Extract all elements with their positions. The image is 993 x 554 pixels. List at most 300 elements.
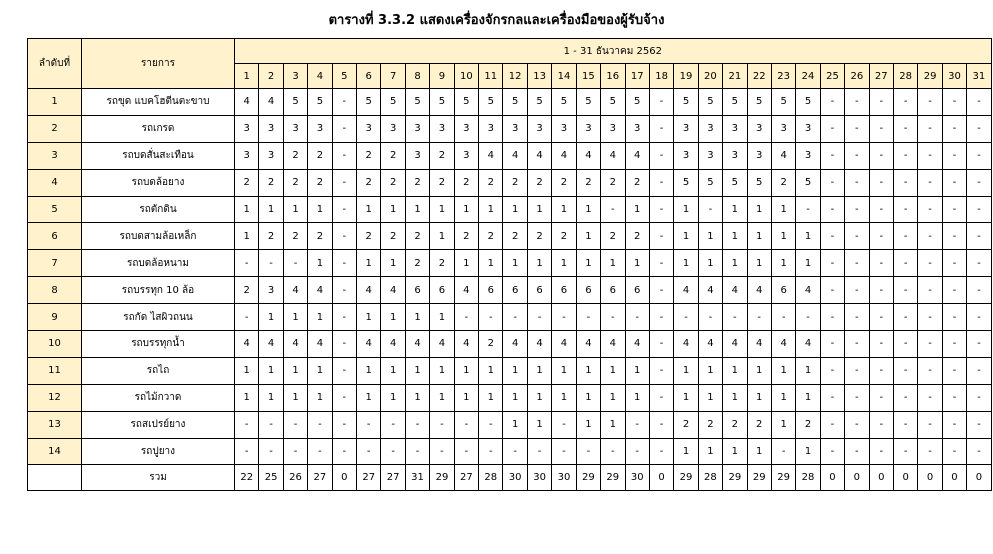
day-value-cell: 6 — [552, 277, 576, 304]
day-value-cell: - — [576, 304, 600, 331]
day-value-cell: 1 — [552, 196, 576, 223]
header-day: 13 — [527, 64, 551, 89]
day-value-cell: - — [967, 331, 991, 358]
day-value-cell: 5 — [796, 169, 820, 196]
day-value-cell: 2 — [235, 169, 259, 196]
day-value-cell: 2 — [479, 331, 503, 358]
total-value-cell: 0 — [893, 465, 917, 491]
day-value-cell: 1 — [527, 196, 551, 223]
total-value-cell: 0 — [942, 465, 966, 491]
day-value-cell: - — [552, 304, 576, 331]
day-value-cell: - — [845, 142, 869, 169]
day-value-cell: - — [942, 384, 966, 411]
day-value-cell: 4 — [259, 89, 283, 116]
day-value-cell: - — [259, 438, 283, 465]
day-value-cell: 4 — [796, 277, 820, 304]
day-value-cell: 4 — [527, 142, 551, 169]
day-value-cell: 1 — [527, 250, 551, 277]
day-value-cell: 3 — [796, 142, 820, 169]
row-number: 1 — [28, 89, 82, 116]
day-value-cell: - — [552, 438, 576, 465]
day-value-cell: 1 — [698, 223, 722, 250]
total-value-cell: 27 — [454, 465, 478, 491]
day-value-cell: - — [479, 411, 503, 438]
day-value-cell: 2 — [771, 169, 795, 196]
day-value-cell: - — [723, 304, 747, 331]
total-value-cell: 30 — [527, 465, 551, 491]
day-value-cell: 1 — [796, 357, 820, 384]
day-value-cell: 1 — [381, 384, 405, 411]
day-value-cell: 1 — [576, 250, 600, 277]
day-value-cell: 4 — [454, 277, 478, 304]
day-value-cell: 2 — [430, 142, 454, 169]
day-value-cell: 1 — [235, 384, 259, 411]
day-value-cell: - — [820, 196, 844, 223]
day-value-cell: 3 — [479, 115, 503, 142]
header-day: 9 — [430, 64, 454, 89]
day-value-cell: - — [967, 169, 991, 196]
day-value-cell: 1 — [771, 357, 795, 384]
day-value-cell: 2 — [479, 169, 503, 196]
day-value-cell: 1 — [723, 384, 747, 411]
row-item-name: รถกัด ไสผิวถนน — [82, 304, 235, 331]
day-value-cell: - — [820, 223, 844, 250]
day-value-cell: - — [235, 250, 259, 277]
day-value-cell: 4 — [454, 331, 478, 358]
day-value-cell: - — [869, 331, 893, 358]
total-value-cell: 26 — [283, 465, 307, 491]
day-value-cell: 1 — [503, 250, 527, 277]
day-value-cell: 5 — [454, 89, 478, 116]
day-value-cell: - — [893, 384, 917, 411]
day-value-cell: 1 — [674, 250, 698, 277]
day-value-cell: - — [845, 89, 869, 116]
day-value-cell: 1 — [357, 196, 381, 223]
day-value-cell: 1 — [625, 196, 649, 223]
row-number: 4 — [28, 169, 82, 196]
day-value-cell: 2 — [283, 142, 307, 169]
day-value-cell: 1 — [381, 304, 405, 331]
day-value-cell: - — [625, 304, 649, 331]
day-value-cell: 4 — [576, 142, 600, 169]
day-value-cell: - — [918, 250, 942, 277]
day-value-cell: - — [967, 115, 991, 142]
day-value-cell: 2 — [405, 250, 429, 277]
table-row — [28, 411, 992, 438]
day-value-cell: 1 — [503, 357, 527, 384]
day-value-cell: 3 — [698, 142, 722, 169]
day-value-cell: 1 — [357, 304, 381, 331]
day-value-cell: 2 — [552, 169, 576, 196]
day-value-cell: - — [942, 357, 966, 384]
day-value-cell: - — [283, 250, 307, 277]
day-value-cell: 1 — [527, 411, 551, 438]
day-value-cell: 1 — [747, 250, 771, 277]
day-value-cell: 1 — [454, 250, 478, 277]
header-day: 18 — [649, 64, 673, 89]
day-value-cell: 1 — [747, 223, 771, 250]
day-value-cell: - — [820, 357, 844, 384]
day-value-cell: 1 — [576, 357, 600, 384]
day-value-cell: - — [601, 438, 625, 465]
day-value-cell: 2 — [283, 223, 307, 250]
day-value-cell: 4 — [723, 331, 747, 358]
day-value-cell: 2 — [454, 223, 478, 250]
day-value-cell: - — [967, 250, 991, 277]
day-value-cell: - — [869, 411, 893, 438]
day-value-cell: 4 — [771, 142, 795, 169]
day-value-cell: - — [967, 438, 991, 465]
day-value-cell: 5 — [796, 89, 820, 116]
header-day: 2 — [259, 64, 283, 89]
day-value-cell: - — [845, 169, 869, 196]
day-value-cell: 5 — [381, 89, 405, 116]
day-value-cell: - — [796, 304, 820, 331]
day-value-cell: - — [771, 304, 795, 331]
header-day: 8 — [405, 64, 429, 89]
header-period: 1 - 31 ธันวาคม 2562 — [235, 39, 992, 64]
day-value-cell: 1 — [527, 384, 551, 411]
day-value-cell: 4 — [405, 331, 429, 358]
table-row — [28, 304, 992, 331]
total-value-cell: 28 — [796, 465, 820, 491]
day-value-cell: 2 — [381, 223, 405, 250]
day-value-cell: 1 — [576, 384, 600, 411]
row-number: 6 — [28, 223, 82, 250]
row-number: 9 — [28, 304, 82, 331]
day-value-cell: 1 — [357, 357, 381, 384]
day-value-cell: 1 — [771, 223, 795, 250]
row-number: 14 — [28, 438, 82, 465]
header-day: 20 — [698, 64, 722, 89]
day-value-cell: 3 — [283, 115, 307, 142]
day-value-cell: 6 — [625, 277, 649, 304]
day-value-cell: - — [235, 304, 259, 331]
day-value-cell: 4 — [723, 277, 747, 304]
day-value-cell: 2 — [552, 223, 576, 250]
day-value-cell: - — [357, 411, 381, 438]
table-row — [28, 142, 992, 169]
row-item-name: รถปูยาง — [82, 438, 235, 465]
equipment-table — [27, 38, 992, 491]
day-value-cell: 6 — [576, 277, 600, 304]
day-value-cell: - — [649, 115, 673, 142]
table-row — [28, 196, 992, 223]
day-value-cell: - — [942, 115, 966, 142]
day-value-cell: - — [967, 357, 991, 384]
day-value-cell: 2 — [381, 142, 405, 169]
day-value-cell: - — [820, 384, 844, 411]
day-value-cell: 1 — [503, 384, 527, 411]
day-value-cell: 5 — [405, 89, 429, 116]
day-value-cell: 4 — [381, 277, 405, 304]
day-value-cell: 2 — [308, 223, 332, 250]
day-value-cell: 3 — [771, 115, 795, 142]
day-value-cell: 1 — [698, 438, 722, 465]
header-day: 28 — [893, 64, 917, 89]
day-value-cell: - — [918, 411, 942, 438]
day-value-cell: - — [357, 438, 381, 465]
day-value-cell: - — [942, 277, 966, 304]
day-value-cell: 5 — [674, 169, 698, 196]
day-value-cell: - — [332, 438, 356, 465]
day-value-cell: 1 — [698, 250, 722, 277]
total-value-cell: 27 — [357, 465, 381, 491]
day-value-cell: 1 — [601, 357, 625, 384]
header-day: 16 — [601, 64, 625, 89]
total-value-cell: 22 — [235, 465, 259, 491]
day-value-cell: 3 — [527, 115, 551, 142]
day-value-cell: - — [283, 411, 307, 438]
day-value-cell: 6 — [479, 277, 503, 304]
day-value-cell: - — [869, 277, 893, 304]
day-value-cell: - — [918, 357, 942, 384]
day-value-cell: 4 — [357, 331, 381, 358]
day-value-cell: - — [649, 438, 673, 465]
day-value-cell: - — [820, 277, 844, 304]
total-value-cell: 29 — [430, 465, 454, 491]
total-value-cell: 29 — [747, 465, 771, 491]
day-value-cell: 4 — [503, 331, 527, 358]
day-value-cell: 1 — [576, 223, 600, 250]
day-value-cell: - — [527, 304, 551, 331]
day-value-cell: 3 — [601, 115, 625, 142]
day-value-cell: - — [918, 142, 942, 169]
day-value-cell: 1 — [723, 250, 747, 277]
day-value-cell: 3 — [625, 115, 649, 142]
day-value-cell: - — [893, 196, 917, 223]
day-value-cell: 3 — [430, 115, 454, 142]
day-value-cell: 4 — [674, 331, 698, 358]
row-item-name: รถบรรทุก 10 ล้อ — [82, 277, 235, 304]
day-value-cell: 2 — [503, 169, 527, 196]
row-item-name: รถไถ — [82, 357, 235, 384]
day-value-cell: - — [942, 223, 966, 250]
day-value-cell: 4 — [357, 277, 381, 304]
day-value-cell: - — [601, 196, 625, 223]
day-value-cell: 3 — [674, 115, 698, 142]
day-value-cell: - — [869, 250, 893, 277]
day-value-cell: - — [698, 196, 722, 223]
day-value-cell: 6 — [503, 277, 527, 304]
day-value-cell: 5 — [674, 89, 698, 116]
day-value-cell: 1 — [430, 196, 454, 223]
day-value-cell: - — [649, 277, 673, 304]
day-value-cell: 4 — [625, 142, 649, 169]
day-value-cell: - — [649, 411, 673, 438]
day-value-cell: - — [845, 277, 869, 304]
day-value-cell: 4 — [698, 277, 722, 304]
day-value-cell: 3 — [235, 115, 259, 142]
day-value-cell: 2 — [381, 169, 405, 196]
day-value-cell: 1 — [308, 196, 332, 223]
day-value-cell: - — [820, 411, 844, 438]
day-value-cell: 2 — [625, 223, 649, 250]
day-value-cell: - — [845, 331, 869, 358]
day-value-cell: 1 — [601, 384, 625, 411]
day-value-cell: 2 — [796, 411, 820, 438]
header-day: 22 — [747, 64, 771, 89]
day-value-cell: 2 — [430, 250, 454, 277]
day-value-cell: - — [893, 277, 917, 304]
header-day: 31 — [967, 64, 991, 89]
day-value-cell: - — [649, 196, 673, 223]
day-value-cell: - — [454, 411, 478, 438]
day-value-cell: 1 — [674, 196, 698, 223]
header-day: 1 — [235, 64, 259, 89]
header-day: 27 — [869, 64, 893, 89]
day-value-cell: 4 — [283, 277, 307, 304]
day-value-cell: - — [869, 384, 893, 411]
day-value-cell: - — [918, 304, 942, 331]
day-value-cell: - — [893, 357, 917, 384]
table-row — [28, 89, 992, 116]
day-value-cell: 1 — [698, 384, 722, 411]
total-value-cell: 31 — [405, 465, 429, 491]
day-value-cell: 2 — [503, 223, 527, 250]
day-value-cell: 4 — [747, 277, 771, 304]
day-value-cell: - — [649, 331, 673, 358]
day-value-cell: - — [283, 438, 307, 465]
day-value-cell: 3 — [796, 115, 820, 142]
day-value-cell: 4 — [796, 331, 820, 358]
total-value-cell: 0 — [845, 465, 869, 491]
day-value-cell: - — [479, 304, 503, 331]
day-value-cell: - — [649, 169, 673, 196]
day-value-cell: 1 — [771, 384, 795, 411]
total-value-cell: 28 — [698, 465, 722, 491]
total-value-cell: 27 — [381, 465, 405, 491]
row-item-name: รถบดล้อหนาม — [82, 250, 235, 277]
row-number: 13 — [28, 411, 82, 438]
day-value-cell: - — [405, 438, 429, 465]
day-value-cell: 4 — [674, 277, 698, 304]
day-value-cell: 3 — [674, 142, 698, 169]
day-value-cell: 4 — [771, 331, 795, 358]
day-value-cell: - — [332, 89, 356, 116]
day-value-cell: - — [967, 196, 991, 223]
day-value-cell: 2 — [405, 223, 429, 250]
table-row — [28, 115, 992, 142]
day-value-cell: 2 — [698, 411, 722, 438]
day-value-cell: - — [576, 438, 600, 465]
day-value-cell: - — [332, 115, 356, 142]
day-value-cell: - — [918, 223, 942, 250]
day-value-cell: - — [503, 438, 527, 465]
day-value-cell: 1 — [430, 223, 454, 250]
day-value-cell: 2 — [601, 223, 625, 250]
row-number: 11 — [28, 357, 82, 384]
day-value-cell: 5 — [357, 89, 381, 116]
day-value-cell: 5 — [747, 169, 771, 196]
header-day: 4 — [308, 64, 332, 89]
day-value-cell: 1 — [503, 196, 527, 223]
day-value-cell: - — [332, 277, 356, 304]
day-value-cell: 2 — [723, 411, 747, 438]
day-value-cell: 4 — [479, 142, 503, 169]
header-day: 12 — [503, 64, 527, 89]
table-row — [28, 169, 992, 196]
day-value-cell: 1 — [454, 357, 478, 384]
day-value-cell: 1 — [576, 411, 600, 438]
day-value-cell: - — [820, 115, 844, 142]
day-value-cell: - — [332, 411, 356, 438]
total-no-blank — [28, 465, 82, 491]
header-day: 6 — [357, 64, 381, 89]
day-value-cell: 4 — [527, 331, 551, 358]
day-value-cell: 1 — [527, 357, 551, 384]
day-value-cell: 1 — [771, 250, 795, 277]
day-value-cell: 5 — [771, 89, 795, 116]
day-value-cell: 4 — [235, 89, 259, 116]
day-value-cell: 2 — [405, 169, 429, 196]
day-value-cell: 1 — [357, 250, 381, 277]
total-value-cell: 29 — [674, 465, 698, 491]
header-day: 30 — [942, 64, 966, 89]
row-item-name: รถบดสามล้อเหล็ก — [82, 223, 235, 250]
day-value-cell: 1 — [747, 357, 771, 384]
day-value-cell: 1 — [381, 357, 405, 384]
day-value-cell: 1 — [771, 196, 795, 223]
table-row — [28, 331, 992, 358]
day-value-cell: - — [918, 196, 942, 223]
header-day: 11 — [479, 64, 503, 89]
day-value-cell: 3 — [259, 277, 283, 304]
day-value-cell: 1 — [674, 438, 698, 465]
header-day: 23 — [771, 64, 795, 89]
day-value-cell: - — [332, 384, 356, 411]
day-value-cell: 1 — [747, 196, 771, 223]
day-value-cell: - — [430, 438, 454, 465]
day-value-cell: 5 — [625, 89, 649, 116]
day-value-cell: 3 — [405, 142, 429, 169]
header-day: 17 — [625, 64, 649, 89]
day-value-cell: - — [405, 411, 429, 438]
day-value-cell: - — [942, 142, 966, 169]
day-value-cell: - — [967, 142, 991, 169]
day-value-cell: - — [332, 304, 356, 331]
day-value-cell: 1 — [674, 223, 698, 250]
day-value-cell: 1 — [723, 223, 747, 250]
day-value-cell: 3 — [259, 115, 283, 142]
day-value-cell: - — [308, 411, 332, 438]
row-item-name: รถตักดิน — [82, 196, 235, 223]
day-value-cell: 1 — [430, 357, 454, 384]
total-value-cell: 0 — [332, 465, 356, 491]
day-value-cell: 5 — [503, 89, 527, 116]
day-value-cell: 1 — [405, 357, 429, 384]
day-value-cell: 4 — [576, 331, 600, 358]
day-value-cell: 1 — [357, 384, 381, 411]
total-value-cell: 25 — [259, 465, 283, 491]
day-value-cell: 1 — [381, 250, 405, 277]
day-value-cell: - — [649, 304, 673, 331]
total-value-cell: 29 — [576, 465, 600, 491]
day-value-cell: - — [235, 438, 259, 465]
day-value-cell: - — [869, 115, 893, 142]
day-value-cell: 4 — [552, 331, 576, 358]
day-value-cell: 5 — [723, 169, 747, 196]
day-value-cell: - — [649, 89, 673, 116]
day-value-cell: - — [845, 223, 869, 250]
day-value-cell: 1 — [479, 196, 503, 223]
day-value-cell: 6 — [430, 277, 454, 304]
header-item: รายการ — [82, 39, 235, 89]
day-value-cell: 5 — [479, 89, 503, 116]
day-value-cell: 1 — [552, 384, 576, 411]
header-day: 19 — [674, 64, 698, 89]
day-value-cell: 1 — [796, 223, 820, 250]
